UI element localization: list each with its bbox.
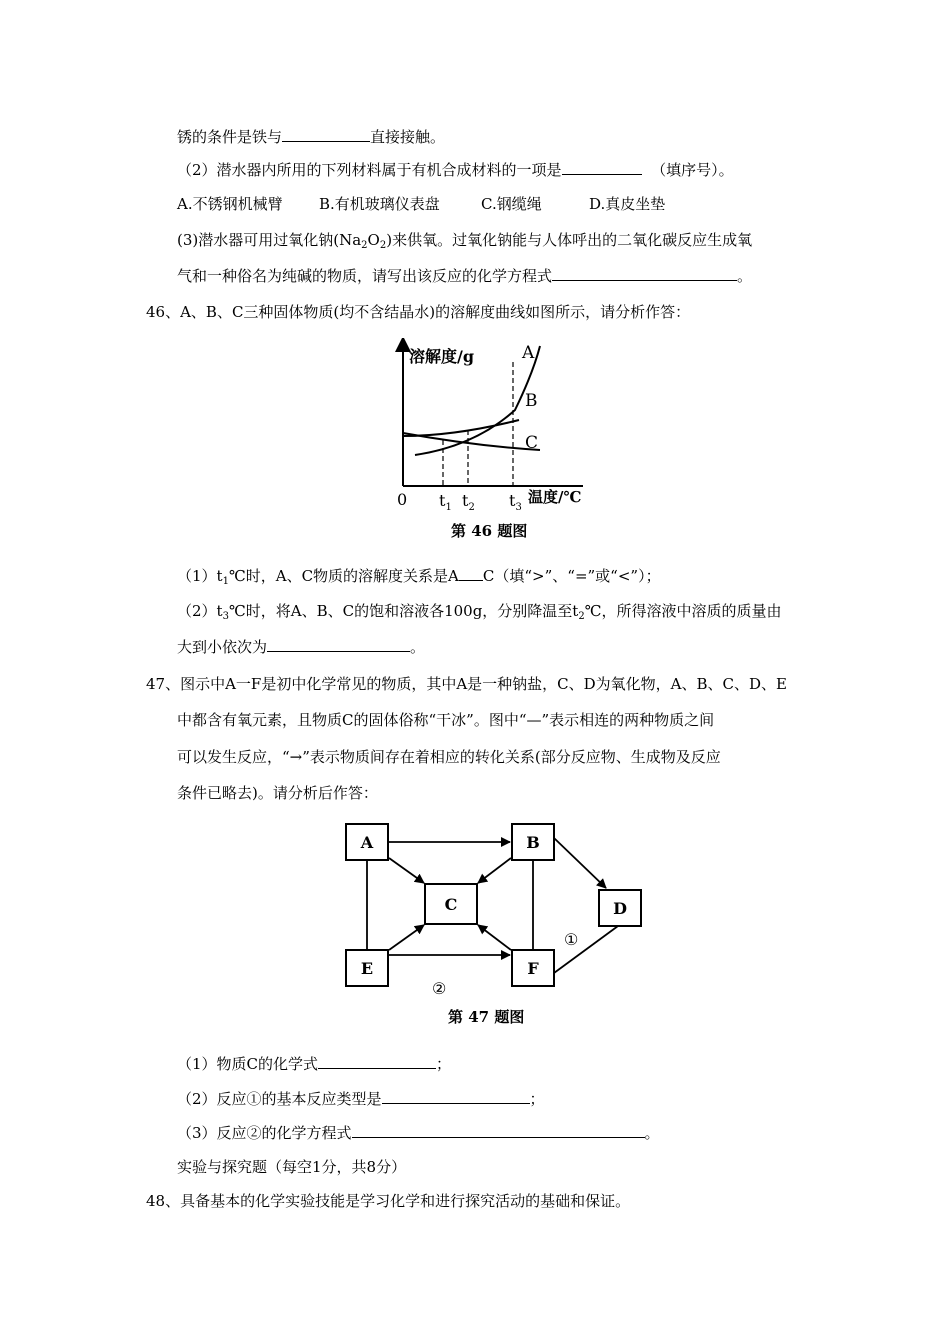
- tick-label-t3: $t_3$: [509, 491, 522, 513]
- arrow-f-to-c: [478, 925, 511, 950]
- q45-sub3-text: 气和一种俗名为纯碱的物质，请写出该反应的化学方程式: [177, 267, 553, 285]
- q46-sub1-text: C（填“>”、“=”或“<”）；: [482, 567, 661, 585]
- q45-rust-text-end: 直接接触。: [370, 128, 446, 146]
- q48-stem: 48、具备基本的化学实验技能是学习化学和进行探究活动的基础和保证。: [146, 1192, 631, 1210]
- q47-sub3-end: 。: [644, 1124, 660, 1142]
- svg-text:E: E: [360, 959, 374, 978]
- y-axis-label: 溶解度/g: [409, 347, 475, 366]
- subscript: 1: [222, 576, 229, 587]
- q46-sub2-text: ℃时，将A、B、C的饱和溶液各100g，分别降温至t: [228, 602, 579, 620]
- q45-sub3-text: )来供氧。过氧化钠能与人体呼出的二氧化碳反应生成氧: [386, 231, 753, 249]
- diagram-caption: 第 47 题图: [448, 1008, 525, 1026]
- q47-stem-line1: 47、图示中A一F是初中化学常见的物质，其中A是一种钠盐，C、D为氧化物，A、B、C、D、E: [146, 675, 787, 693]
- svg-text:C: C: [444, 895, 458, 914]
- q47-sub2-end: ；: [529, 1090, 545, 1108]
- curve-b: [403, 420, 519, 436]
- curve-c: [403, 433, 540, 450]
- node-a: [346, 824, 388, 860]
- q47-sub1: [177, 1054, 451, 1074]
- q45-rust-text: 锈的条件是铁与: [177, 128, 283, 146]
- reaction-marker-2: ②: [432, 979, 447, 998]
- q47-sub3: [177, 1123, 660, 1143]
- arrow-e-to-c: [389, 925, 424, 950]
- tick-label-t2: $t_2$: [462, 491, 475, 513]
- svg-text:B: B: [526, 833, 540, 852]
- node-f: [512, 950, 554, 986]
- answer-blank[interactable]: [352, 1123, 645, 1138]
- q45-sub3-line2: [177, 266, 752, 286]
- option-a: A.不锈钢机械臂: [177, 195, 283, 213]
- answer-blank[interactable]: [282, 127, 370, 142]
- arrow-b-to-d: [554, 838, 606, 888]
- subscript: 2: [379, 240, 387, 251]
- q45-sub2: [177, 160, 734, 180]
- series-label-c: C: [525, 433, 539, 453]
- q45-sub3-text: (3)潜水器可用过氧化钠(Na: [177, 231, 362, 249]
- q46-sub1-text: （1）t: [177, 567, 223, 585]
- q47-sub3-text: （3）反应②的化学方程式: [177, 1124, 352, 1142]
- series-label-b: B: [525, 391, 538, 411]
- q45-rust-line: [177, 127, 445, 147]
- option-c: C.钢缆绳: [481, 195, 542, 213]
- q45-sub2-end: （填序号）。: [651, 161, 734, 179]
- svg-text:A: A: [360, 833, 374, 852]
- q46-sub2-text: （2）t: [177, 602, 223, 620]
- answer-blank[interactable]: [318, 1054, 436, 1069]
- svg-text:F: F: [527, 959, 539, 978]
- x-axis-label: 温度/℃: [528, 488, 582, 506]
- node-e: [346, 950, 388, 986]
- answer-blank[interactable]: [267, 637, 410, 652]
- subscript: 3: [222, 611, 229, 622]
- svg-text:D: D: [613, 899, 627, 918]
- solubility-chart: [395, 338, 595, 548]
- node-c: [425, 884, 477, 924]
- q45-sub2-text: （2）潜水器内所用的下列材料属于有机合成材料的一项是: [177, 161, 562, 179]
- q45-sub3-text: O: [367, 231, 380, 249]
- tick-label-t1: $t_1$: [439, 491, 452, 513]
- subscript: 2: [361, 240, 368, 251]
- q45-sub3-end: 。: [737, 267, 753, 285]
- q46-sub2-text: 大到小依次为: [177, 638, 268, 656]
- arrow-a-to-c: [389, 858, 424, 883]
- origin-label: 0: [397, 490, 408, 509]
- answer-blank[interactable]: [552, 266, 737, 281]
- q46-sub2: [177, 601, 781, 621]
- q47-stem-line2: 中都含有氧元素，且物质C的固体俗称“干冰”。图中“—”表示相连的两种物质之间: [177, 711, 715, 729]
- q47-stem-line3: 可以发生反应，“→”表示物质间存在着相应的转化关系(部分反应物、生成物及反应: [177, 748, 721, 766]
- option-d: D.真皮坐垫: [589, 195, 666, 213]
- answer-blank[interactable]: [382, 1089, 530, 1104]
- q46-sub2-text: ℃，所得溶液中溶质的质量由: [584, 602, 782, 620]
- answer-blank[interactable]: [459, 566, 483, 581]
- q47-sub2: [177, 1089, 545, 1109]
- q46-stem: 46、A、B、C三种固体物质(均不含结晶水)的溶解度曲线如图所示，请分析作答：: [146, 303, 691, 321]
- reaction-diagram: [340, 818, 650, 1033]
- series-label-a: A: [522, 343, 535, 363]
- section-heading: 实验与探究题（每空1分，共8分）: [177, 1158, 407, 1176]
- q46-sub1-text: ℃时，A、C物质的溶解度关系是A: [228, 567, 459, 585]
- q47-sub2-text: （2）反应①的基本反应类型是: [177, 1090, 382, 1108]
- subscript: 2: [578, 611, 585, 622]
- node-d: [599, 890, 641, 926]
- answer-blank[interactable]: [562, 160, 642, 175]
- q47-sub1-text: （1）物质C的化学式: [177, 1055, 319, 1073]
- reaction-marker-1: ①: [564, 930, 579, 949]
- chart-caption: 第 46 题图: [451, 522, 528, 540]
- option-b: B.有机玻璃仪表盘: [319, 195, 440, 213]
- q46-sub1: [177, 566, 661, 586]
- q46-sub2-line2: [177, 637, 425, 657]
- node-b: [512, 824, 554, 860]
- arrow-b-to-c: [478, 858, 511, 883]
- q45-sub3-line1: [177, 230, 752, 250]
- q46-sub2-end: 。: [410, 638, 426, 656]
- q47-stem-line4: 条件已略去)。请分析后作答：: [177, 784, 378, 802]
- q47-sub1-end: ；: [436, 1055, 452, 1073]
